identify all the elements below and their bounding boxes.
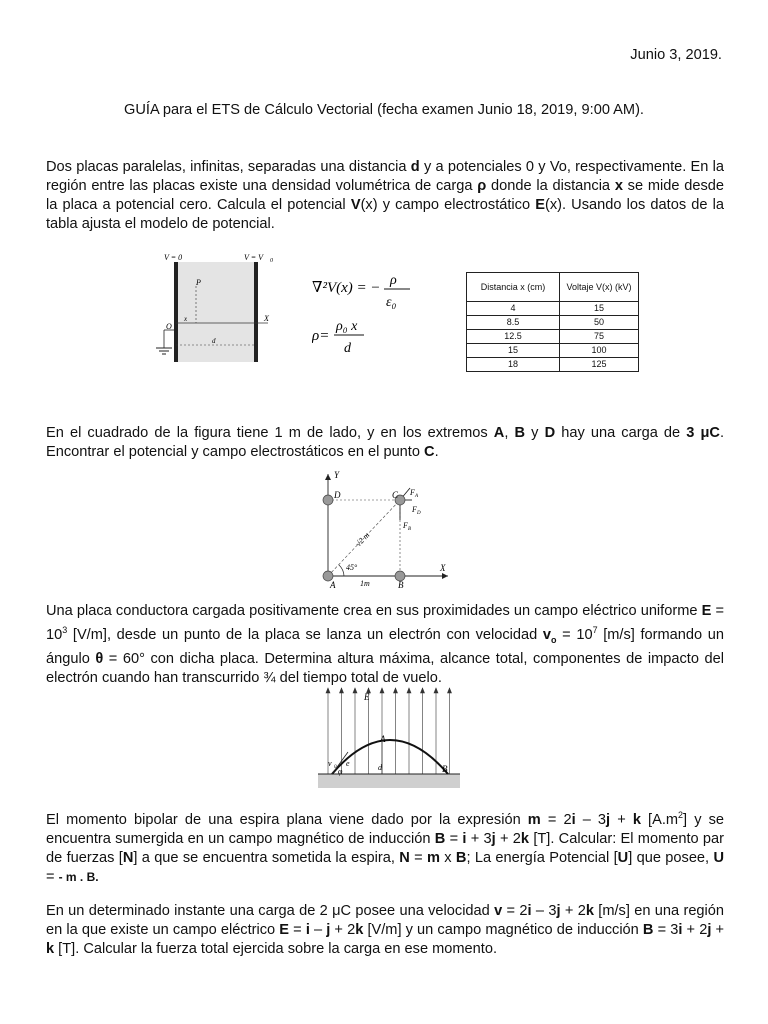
field-arrowhead — [340, 688, 344, 693]
table-cell: 100 — [560, 344, 639, 358]
label-x-axis: X — [440, 563, 446, 573]
svg-text:ρ: ρ — [390, 273, 397, 288]
label-a: A — [330, 580, 336, 590]
label-v-zero: V = 0 — [164, 253, 183, 262]
table-cell: 12.5 — [467, 330, 560, 344]
square-charges-figure — [314, 470, 454, 592]
label-d: d — [378, 763, 382, 772]
label-force-a-sub: A — [415, 494, 419, 499]
label-p: P — [196, 278, 201, 287]
label-v0: v — [328, 759, 332, 768]
label-c: C — [392, 490, 399, 500]
field-arrowhead — [394, 688, 398, 693]
label-force-b-sub: B — [408, 527, 412, 532]
parallel-plates-figure — [150, 250, 280, 368]
document-title: GUÍA para el ETS de Cálculo Vectorial (fecha examen Junio 18, 2019, 9:00 AM). — [124, 102, 644, 118]
label-a: A — [380, 734, 386, 744]
table-cell: 15 — [560, 302, 639, 316]
table-cell: 8.5 — [467, 316, 560, 330]
label-side: 1m — [360, 579, 370, 588]
table-header-row — [467, 273, 639, 302]
table-cell: 4 — [467, 302, 560, 316]
field-arrowhead — [326, 688, 330, 693]
problem-2-text: En el cuadrado de la figura tiene 1 m de lado, y en los extremos A, B y D hay una carga de 3 μC. Encontrar el potencial y campo electrostáticos en el punto C. — [46, 425, 725, 460]
problem-3-text: Una placa conductora cargada positivamente crea en sus proximidades un campo eléctrico uniforme $E = 10^3$ [V/m], desde un punto de la placa se lanza un electrón con velocidad $v_o = 10^7$ [m/s] formando un ángulo θ = 60° con dicha placa. Determina altura máxima, alcance total, componentes de impacto del electrón cuando han transcurrido ¾ del tiempo total de vuelo. — [46, 603, 725, 686]
field-arrowhead — [448, 688, 452, 693]
label-electron: e — [346, 759, 350, 768]
label-b: B — [398, 580, 404, 590]
field-arrowhead — [421, 688, 425, 693]
table-cell: 125 — [560, 358, 639, 372]
label-field-e: E — [364, 692, 370, 702]
table-row — [467, 316, 639, 330]
label-phi: φ — [338, 767, 343, 776]
label-angle: 45° — [346, 563, 358, 572]
label-v-v0: V = V — [244, 253, 264, 262]
table-row — [467, 358, 639, 372]
table-cell: 75 — [560, 330, 639, 344]
table-row — [467, 330, 639, 344]
document-date: Junio 3, 2019. — [630, 47, 722, 63]
label-x: x — [184, 315, 188, 323]
label-b: B — [442, 764, 448, 774]
table-row — [467, 302, 639, 316]
label-force-b: F — [403, 521, 408, 530]
label-d: D — [334, 490, 341, 500]
label-force-a: F — [410, 488, 415, 497]
label-force-d-sub: D — [417, 511, 421, 516]
problem-4-text: El momento bipolar de una espira plana viene dado por la expresión m = 2i – 3j + k $[A.m^2]$ y se encuentra sumergida en un campo magnético de inducción B = i + 3j + 2k [T]. Calcular: El momento par de fuerzas [N] a que se encuentra sometida la espira, N = m x B; La energía Potencial [U] que posee, U = - m . B. — [46, 810, 724, 885]
column-header: Voltaje V(x) (kV) — [560, 273, 639, 302]
table-row — [467, 344, 639, 358]
field-arrowhead — [434, 688, 438, 693]
label-diagonal: √2 m — [353, 530, 372, 549]
svg-text:ρ=: ρ= — [312, 328, 330, 344]
label-origin: O — [166, 322, 172, 331]
table-cell: 15 — [467, 344, 560, 358]
field-arrowhead — [380, 688, 384, 693]
svg-text:ρ₀ x: ρ₀ x — [336, 319, 358, 334]
field-arrowhead — [407, 688, 411, 693]
column-header: Distancia x (cm) — [467, 273, 560, 302]
table-cell: 50 — [560, 316, 639, 330]
label-v0-sub: 0 — [270, 258, 273, 264]
poisson-formula — [312, 268, 432, 312]
svg-text:ε₀: ε₀ — [386, 295, 397, 310]
svg-text:d: d — [344, 341, 351, 356]
label-y-axis: Y — [334, 470, 340, 480]
electron-trajectory-figure — [318, 686, 460, 792]
problem-1-text: Dos placas paralelas, infinitas, separadas una distancia d y a potenciales 0 y Vo, respectivamente. En la región entre las placas existe una densidad volumétrica de carga ρ donde la distancia x se mide desde la placa a potencial cero. Calcula el potencial V(x) y campo electrostático E(x). Usando los datos de la tabla ajusta el modelo de potencial. — [46, 159, 725, 232]
field-arrowhead — [353, 688, 357, 693]
label-force-d: F — [412, 505, 417, 514]
label-x-axis: X — [264, 314, 269, 323]
svg-text:∇²V(x) = −: ∇²V(x) = − — [312, 280, 381, 296]
table-cell: 18 — [467, 358, 560, 372]
problem-5-text: En un determinado instante una carga de 2 μC posee una velocidad v = 2i – 3j + 2k [m/s] en una región en la que existe un campo eléctrico E = i – j + 2k [V/m] y un campo magnético de inducción B = 3i + 2j + k [T]. Calcular la fuerza total ejercida sobre la carga en ese momento. — [46, 903, 725, 957]
label-d: d — [212, 337, 216, 345]
charge-density-formula — [312, 316, 432, 360]
label-v0-sub: 0 — [334, 765, 337, 770]
voltage-data-table — [466, 272, 639, 372]
